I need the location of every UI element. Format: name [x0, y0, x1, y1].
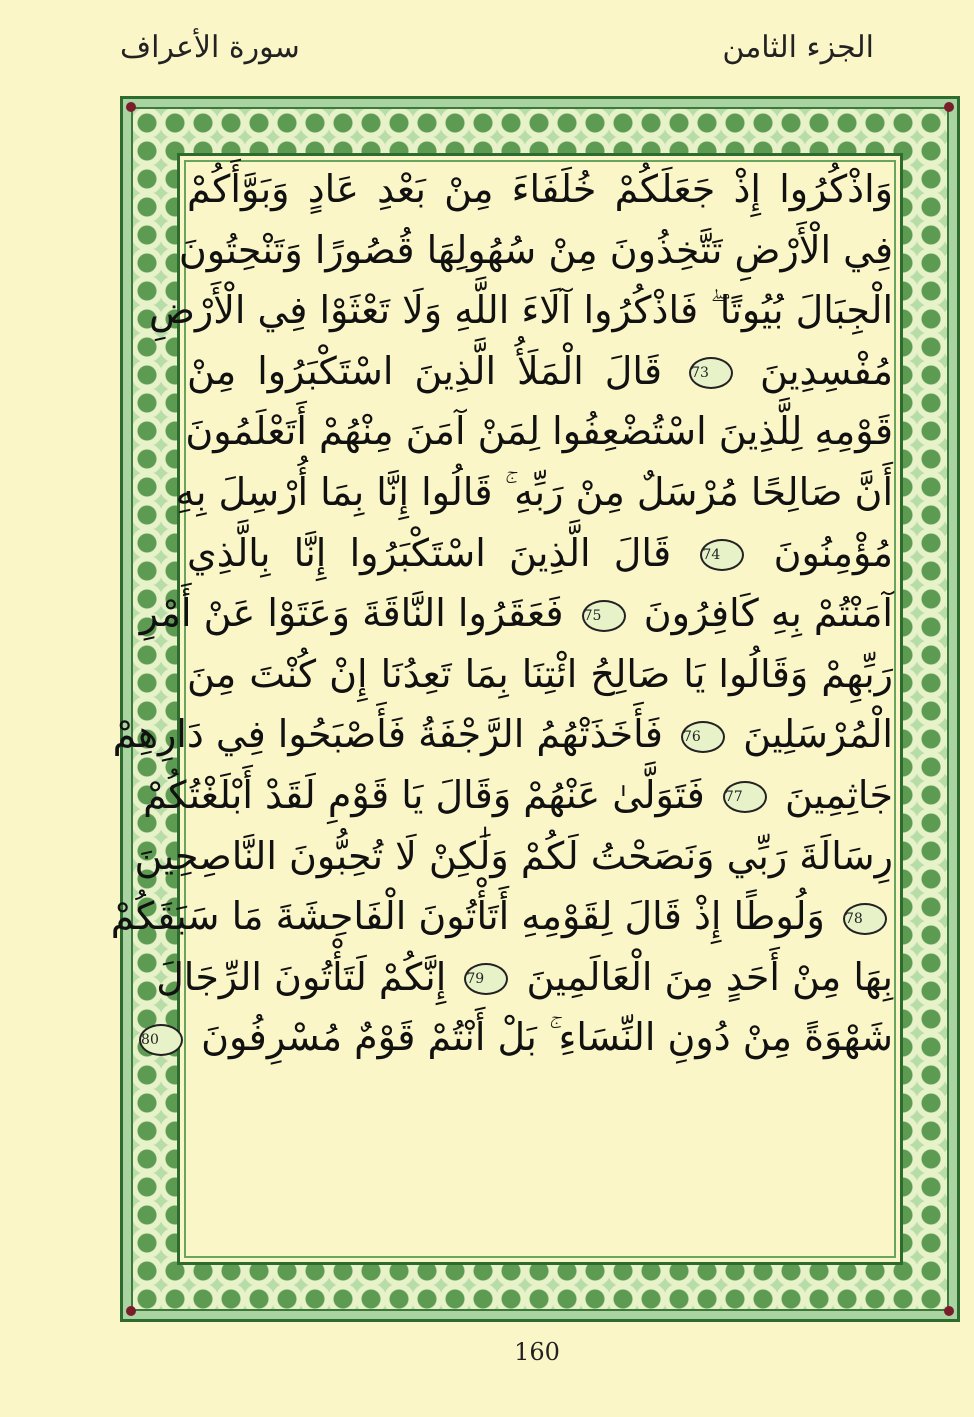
ayah-number-marker: 74 [700, 539, 744, 571]
verse-text: قَالَ الَّذِينَ اسْتَكْبَرُوا إِنَّا بِالَّذِي [187, 530, 672, 575]
ayah-number-marker: 77 [723, 781, 767, 813]
verse-text: فَتَوَلَّىٰ عَنْهُمْ وَقَالَ يَا قَوْمِ لَقَدْ أَبْلَغْتُكُمْ [143, 772, 705, 817]
verse-line [187, 644, 893, 705]
corner-ornament [126, 1306, 136, 1316]
verse-line [143, 765, 893, 826]
ayah-number-marker: 80 [139, 1024, 183, 1056]
verse-text: رِسَالَةَ رَبِّي وَنَصَحْتُ لَكُمْ وَلَٰكِنْ لَا تُحِبُّونَ النَّاصِحِينَ [134, 833, 893, 878]
verse-text: رَبِّهِمْ وَقَالُوا يَا صَالِحُ ائْتِنَا بِمَا تَعِدُنَا إِنْ كُنْتَ مِنَ [187, 651, 893, 696]
juz-title: الجزء الثامن [722, 30, 874, 65]
corner-ornament [944, 1306, 954, 1316]
ayah-number-marker: 78 [843, 903, 887, 935]
verse-line [178, 220, 893, 281]
surah-title: سورة الأعراف [120, 30, 300, 65]
verse-text: وَاذْكُرُوا إِذْ جَعَلَكُمْ خُلَفَاءَ مِنْ بَعْدِ عَادٍ وَبَوَّأَكُمْ [187, 167, 893, 211]
verse-text: وَلُوطًا إِذْ قَالَ لِقَوْمِهِ أَتَأْتُونَ الْفَاحِشَةَ مَا سَبَقَكُمْ [110, 894, 825, 939]
verse-text: جَاثِمِينَ [784, 772, 893, 817]
corner-ornament [126, 102, 136, 112]
verse-text: الْمُرْسَلِينَ [743, 712, 893, 757]
verse-line [187, 159, 893, 220]
verse-line [110, 886, 893, 947]
verse-line [134, 826, 893, 887]
verse-text-area [110, 159, 893, 1263]
verse-line [187, 401, 893, 462]
verse-line [141, 1007, 893, 1068]
ayah-number-marker: 76 [681, 721, 725, 753]
verse-line [187, 341, 893, 402]
verse-text: فَأَخَذَتْهُمُ الرَّجْفَةُ فَأَصْبَحُوا فِي دَارِهِمْ [112, 712, 663, 757]
verse-text: مُفْسِدِينَ [760, 348, 893, 393]
verse-text: الْجِبَالَ بُيُوتًا ۖ فَاذْكُرُوا آلَاءَ اللَّهِ وَلَا تَعْثَوْا فِي الْأَرْضِ [148, 288, 893, 333]
verse-text: شَهْوَةً مِنْ دُونِ النِّسَاءِ ۚ بَلْ أَنْتُمْ قَوْمٌ مُسْرِفُونَ [201, 1015, 893, 1060]
verse-line [187, 523, 893, 584]
verse-line [156, 947, 893, 1008]
verse-text: مُؤْمِنُونَ [773, 530, 893, 575]
verse-line [139, 583, 893, 644]
verse-line [175, 462, 893, 523]
ayah-number-marker: 79 [464, 963, 508, 995]
corner-ornament [944, 102, 954, 112]
verse-text: فِي الْأَرْضِ تَتَّخِذُونَ مِنْ سُهُولِهَا قُصُورًا وَتَنْحِتُونَ [178, 227, 893, 272]
page-number: 160 [514, 1338, 560, 1366]
verse-text: إِنَّكُمْ لَتَأْتُونَ الرِّجَالَ [156, 954, 447, 999]
verse-text: آمَنْتُمْ بِهِ كَافِرُونَ [643, 591, 893, 636]
verse-text: بِهَا مِنْ أَحَدٍ مِنَ الْعَالَمِينَ [526, 954, 893, 999]
verse-text: قَوْمِهِ لِلَّذِينَ اسْتُضْعِفُوا لِمَنْ آمَنَ مِنْهُمْ أَتَعْلَمُونَ [185, 409, 893, 454]
verse-text: أَنَّ صَالِحًا مُرْسَلٌ مِنْ رَبِّهِ ۚ قَالُوا إِنَّا بِمَا أُرْسِلَ بِهِ [175, 469, 893, 514]
verse-text: قَالَ الْمَلَأُ الَّذِينَ اسْتَكْبَرُوا مِنْ [187, 348, 663, 393]
verse-line [112, 704, 893, 765]
page-frame [110, 96, 960, 1322]
verse-text: فَعَقَرُوا النَّاقَةَ وَعَتَوْا عَنْ أَمْرِ [139, 591, 564, 636]
verse-line [148, 280, 893, 341]
ayah-number-marker: 75 [582, 600, 626, 632]
ayah-number-marker: 73 [689, 357, 733, 389]
